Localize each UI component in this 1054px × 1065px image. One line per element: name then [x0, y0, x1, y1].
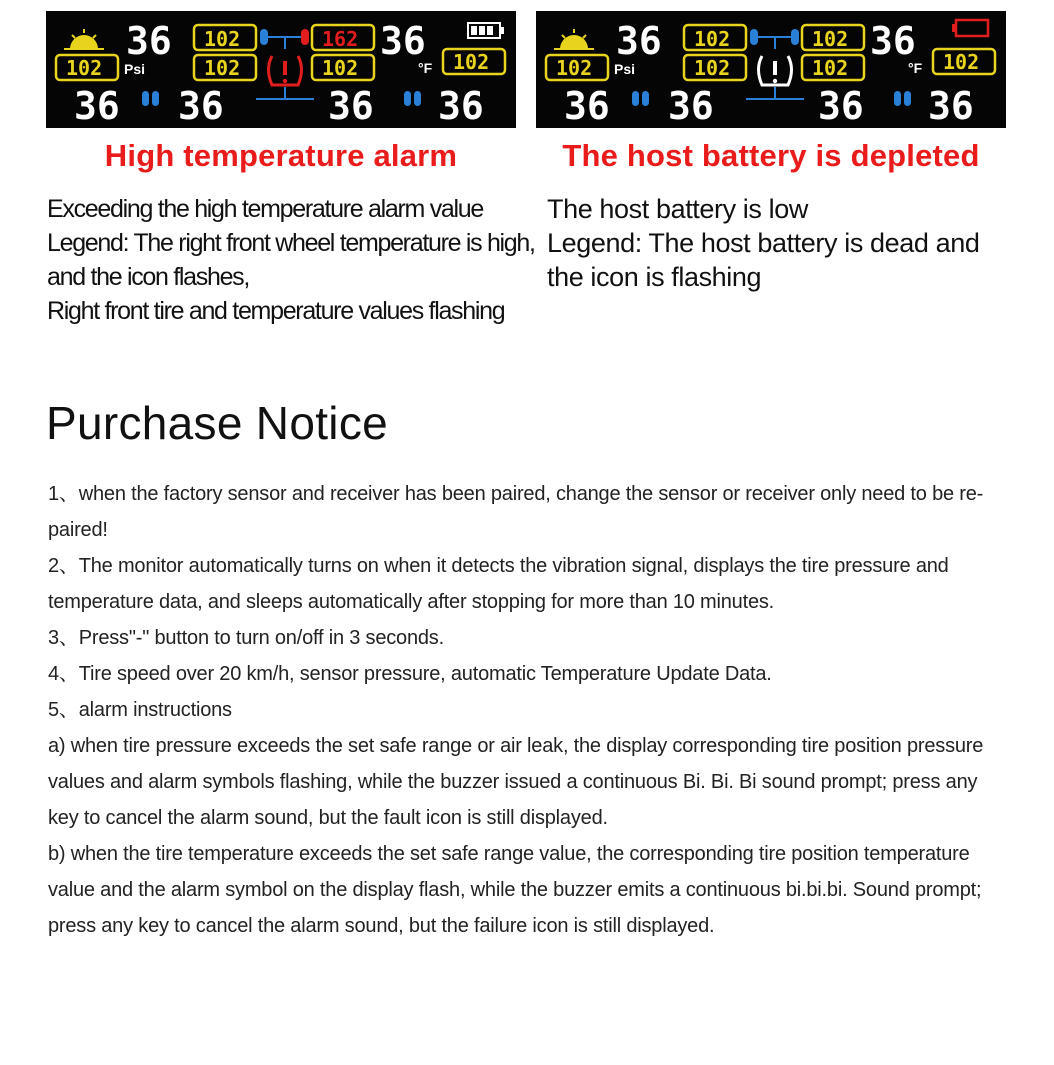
front-right-temp-2: 102 — [322, 56, 359, 80]
tire-indicator-icon — [404, 91, 411, 106]
tire-indicator-icon — [414, 91, 421, 106]
battery-empty-icon — [952, 20, 988, 36]
front-right-temp-2: 102 — [812, 56, 849, 80]
high-temperature-alarm-title: High temperature alarm — [104, 138, 458, 173]
sun-icon — [554, 29, 594, 49]
tpms-display-battery-low — [536, 11, 1006, 128]
tire-alarm-icon — [269, 56, 302, 85]
bottom-left-pressure: 36 — [74, 84, 120, 128]
top-right-pressure: 36 — [870, 19, 916, 63]
tire-indicator-icon — [260, 29, 268, 45]
front-right-temp: 102 — [812, 27, 849, 51]
front-right-temp: 162 — [322, 27, 359, 51]
tire-alarm-icon — [759, 56, 792, 85]
fahrenheit-label: °F — [418, 60, 433, 76]
notice-item: 3、Press"-" button to turn on/off in 3 seconds. — [48, 627, 444, 649]
right-unit-value: 102 — [453, 50, 490, 74]
description-line: Exceeding the high temperature alarm value — [47, 195, 483, 223]
front-left-temp: 102 — [694, 27, 731, 51]
tire-indicator-icon — [791, 29, 799, 45]
tpms-display-high-temp — [46, 11, 516, 128]
bottom-left-inner-pressure: 36 — [178, 84, 224, 128]
tire-indicator-icon — [142, 91, 149, 106]
notice-item: 4、Tire speed over 20 km/h, sensor pressure, automatic Temperature Update Data. — [48, 663, 772, 685]
description-line: Right front tire and temperature values flashing — [47, 297, 505, 325]
description-line: Legend: The host battery is dead and — [547, 228, 980, 258]
tire-indicator-icon — [750, 29, 758, 45]
fahrenheit-label: °F — [908, 60, 923, 76]
notice-item: a) when tire pressure exceeds the set safe range or air leak, the display corresponding tire position pressure values and alarm symbols flashing, while the buzzer issued a continuous Bi. Bi. Bi sound prompt; press any key to cancel the alarm sound, but the fault icon is still displayed. — [48, 735, 984, 829]
battery-depleted-title: The host battery is depleted — [562, 138, 980, 173]
right-unit-value: 102 — [943, 50, 980, 74]
lcd-screen — [536, 11, 1006, 128]
battery-depleted-description — [547, 192, 1027, 294]
notice-item: b) when the tire temperature exceeds the set safe range value, the corresponding tire position temperature value and the alarm symbol on the display flash, while the buzzer emits a continuous bi.bi.bi. Sound prompt; press any key to cancel the alarm sound, but the failure icon is still displayed. — [48, 843, 982, 937]
description-line: and the icon flashes, — [47, 263, 250, 291]
psi-label: Psi — [614, 61, 636, 77]
tire-indicator-icon — [632, 91, 639, 106]
battery-full-icon — [468, 23, 504, 38]
tire-indicator-icon — [152, 91, 159, 106]
purchase-notice-title: Purchase Notice — [46, 397, 388, 449]
front-left-temp-2: 102 — [204, 56, 241, 80]
tire-indicator-icon — [894, 91, 901, 106]
left-unit-value: 102 — [66, 56, 103, 80]
top-left-pressure: 36 — [126, 19, 172, 63]
psi-label: Psi — [124, 61, 146, 77]
bottom-left-pressure: 36 — [564, 84, 610, 128]
top-right-pressure: 36 — [380, 19, 426, 63]
description-line: the icon is flashing — [547, 262, 762, 292]
notice-item: 2、The monitor automatically turns on when it detects the vibration signal, displays the tire pressure and temperature data, and sleeps automatically after stopping for more than 10 minutes. — [48, 555, 949, 613]
bottom-right-inner-pressure: 36 — [328, 84, 374, 128]
lcd-screen — [46, 11, 516, 128]
left-unit-value: 102 — [556, 56, 593, 80]
notice-item: 5、alarm instructions — [48, 699, 232, 721]
front-left-temp-2: 102 — [694, 56, 731, 80]
bottom-right-inner-pressure: 36 — [818, 84, 864, 128]
purchase-notice-list — [48, 476, 988, 944]
description-line: The host battery is low — [547, 194, 808, 224]
description-line: Legend: The right front wheel temperature is high, — [47, 229, 535, 257]
bottom-right-pressure: 36 — [928, 84, 974, 128]
sun-icon — [64, 29, 104, 49]
tire-indicator-icon — [904, 91, 911, 106]
top-left-pressure: 36 — [616, 19, 662, 63]
high-temperature-description — [47, 192, 535, 328]
bottom-right-pressure: 36 — [438, 84, 484, 128]
tire-indicator-icon — [642, 91, 649, 106]
bottom-left-inner-pressure: 36 — [668, 84, 714, 128]
notice-item: 1、when the factory sensor and receiver has been paired, change the sensor or receiver only need to be re-paired! — [48, 483, 984, 541]
front-left-temp: 102 — [204, 27, 241, 51]
tire-indicator-alarm-icon — [301, 29, 309, 45]
